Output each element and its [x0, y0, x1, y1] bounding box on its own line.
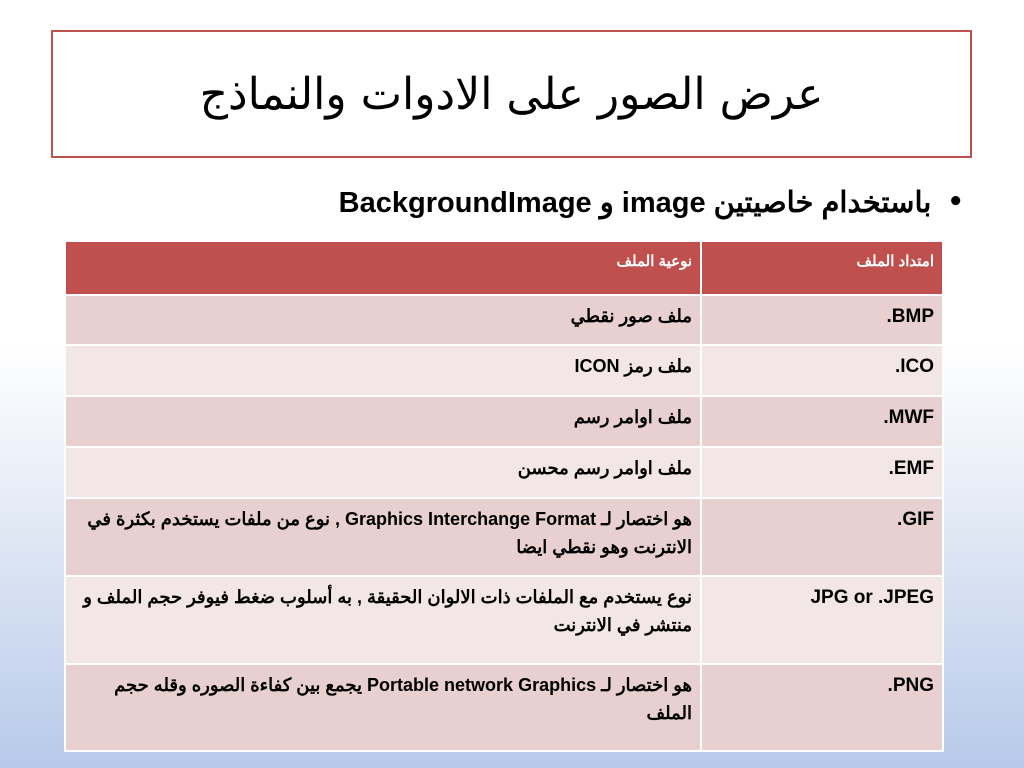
title-box — [51, 30, 972, 158]
cell-extension: .GIF — [701, 498, 943, 576]
cell-type: هو اختصار لـ Portable network Graphics يجمع بين كفاءة الصوره وقله حجم الملف — [65, 664, 701, 751]
table-row — [65, 295, 943, 345]
cell-extension: .PNG — [701, 664, 943, 751]
file-types-table — [64, 240, 944, 752]
table-row — [65, 498, 943, 576]
table-row — [65, 576, 943, 664]
cell-type: هو اختصار لـ Graphics Interchange Format , نوع من ملفات يستخدم بكثرة في الانترنت وهو نقطي ايضا — [65, 498, 701, 576]
cell-type: ملف اوامر رسم محسن — [65, 447, 701, 498]
table-header-row — [65, 241, 943, 295]
cell-extension: JPG or .JPEG — [701, 576, 943, 664]
table-row — [65, 447, 943, 498]
bullet-icon: • — [947, 187, 964, 217]
header-type: نوعية الملف — [65, 241, 701, 295]
subtitle-text: باستخدام خاصيتين image و BackgroundImage — [338, 186, 932, 219]
cell-extension: .ICO — [701, 345, 943, 396]
cell-extension: .EMF — [701, 447, 943, 498]
cell-type: ملف صور نقطي — [65, 295, 701, 345]
slide-title: عرض الصور على الادوات والنماذج — [199, 68, 824, 120]
cell-extension: .MWF — [701, 396, 943, 447]
table-row — [65, 345, 943, 396]
cell-type: ملف رمز ICON — [65, 345, 701, 396]
subtitle-line — [64, 178, 964, 226]
header-extension: امتداد الملف — [701, 241, 943, 295]
cell-type: ملف اوامر رسم — [65, 396, 701, 447]
cell-type: نوع يستخدم مع الملفات ذات الالوان الحقيقة , به أسلوب ضغط فيوفر حجم الملف و منتشر في الانترنت — [65, 576, 701, 664]
cell-extension: .BMP — [701, 295, 943, 345]
table-row — [65, 396, 943, 447]
table-row — [65, 664, 943, 751]
